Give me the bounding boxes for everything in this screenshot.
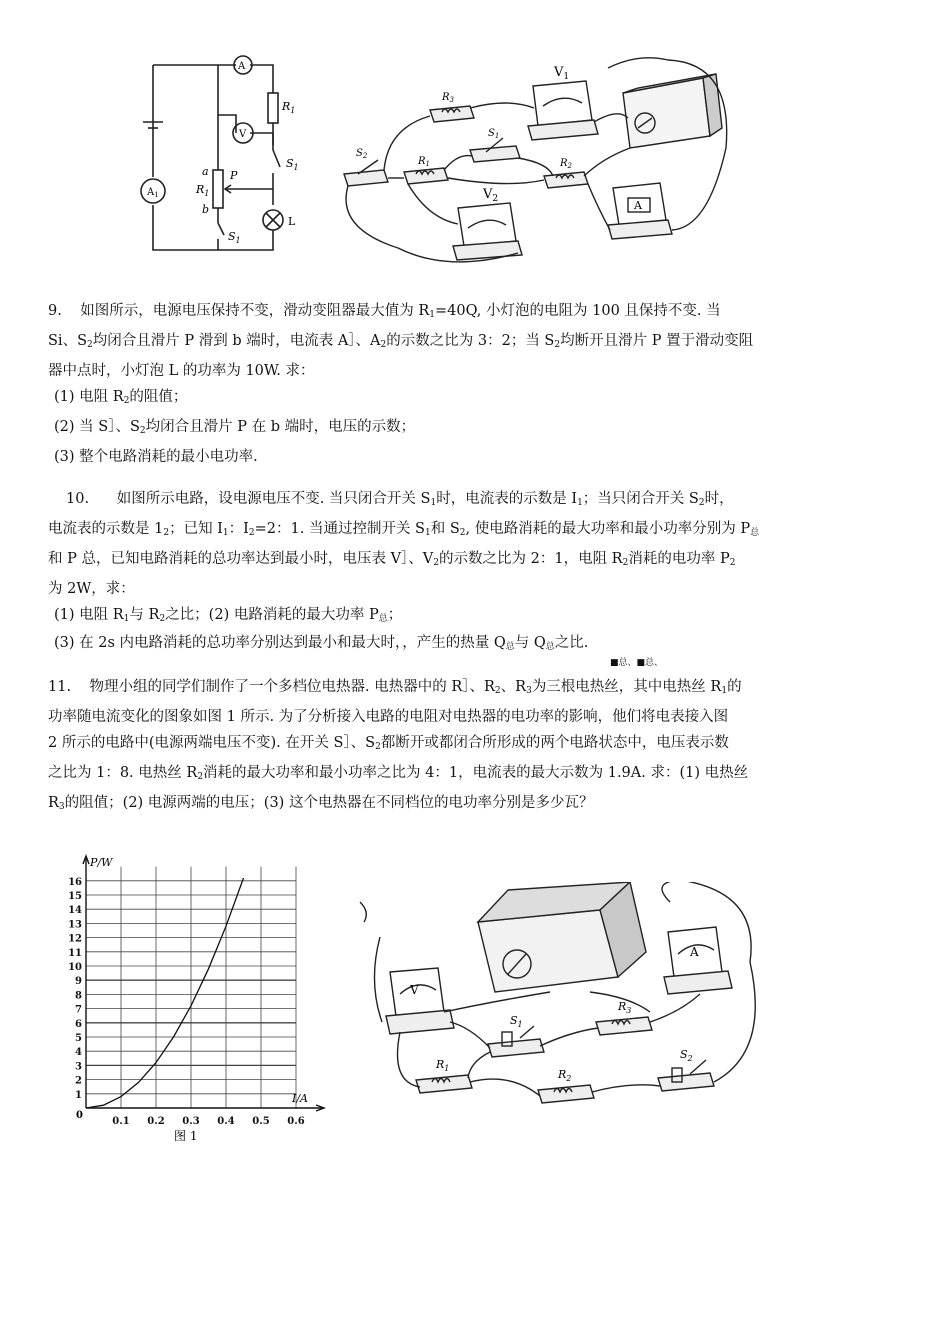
q10-i2c: 与 Q (514, 635, 546, 651)
q9-l2d: 均断开且滑片 P 置于滑动变阻 (560, 333, 754, 349)
q9-line-2: Si、$S_2$均闭合且滑片 P 滑到 b 端时，电流表 A］、$A_2$的示数之比为 3：2；当 $S_2$均断开且滑片 P 置于滑动变阻 (48, 333, 754, 350)
label-s1-sub: 1 (517, 1020, 523, 1029)
label-r1 (417, 156, 430, 168)
q9-l2a: Si、S (48, 333, 88, 349)
graph-origin: 0 (76, 1110, 83, 1121)
y-tick-label: 16 (68, 876, 82, 888)
label-r3-sub: 3 (626, 1006, 632, 1015)
q9-l1a: 9. 如图所示，电源电压保持不变，滑动变阻器最大值为 R (48, 303, 430, 319)
question-10 (48, 486, 908, 668)
label-r3 (617, 1000, 631, 1015)
label-v2 (482, 187, 498, 204)
y-tick-label: 2 (75, 1075, 82, 1087)
label-s1-letter: S (510, 1014, 518, 1027)
label-s2-sub: 2 (687, 1054, 693, 1063)
q9-item-3 (48, 444, 908, 470)
q11-l3b: 都断开或都闭合所形成的两个电路状态中，电压表示数 (380, 735, 729, 751)
power-current-graph (62, 846, 332, 1146)
label-r3-letter: R (442, 92, 450, 103)
label-s2 (680, 1048, 693, 1063)
q10-l1b: 时，电流表的示数是 I (436, 491, 578, 507)
q11-line-1: 11. 物理小组的同学们制作了一个多档位电热器. 电热器中的 R］、$R_2$、$R_3$为三根电热丝，其中电热丝 $R_1$的 (48, 679, 742, 696)
q9-l2b: 均闭合且滑片 P 滑到 b 端时，电流表 A］、A (92, 333, 381, 349)
question-9 (48, 298, 908, 470)
q10-l3c: 消耗的电功率 P (628, 551, 730, 567)
label-a: A (634, 199, 642, 212)
power-curve (86, 878, 244, 1108)
graph-y-label: P/W (90, 856, 113, 869)
y-tick-label: 12 (68, 933, 82, 945)
x-tick-label: 0.5 (252, 1116, 270, 1127)
label-r1-top (281, 100, 295, 115)
y-tick-label: 15 (68, 891, 82, 902)
q11-l1b: 、R (500, 679, 527, 695)
label-v2-letter: V (483, 187, 493, 202)
label-switch-s2 (228, 230, 241, 245)
q9-l2c: 的示数之比为 3：2；当 S (386, 333, 555, 349)
label-ammeter-a1: A (238, 61, 246, 72)
label-r1-sub: 1 (425, 160, 430, 168)
q9-l1b: =40Q, 小灯泡的电阻为 100 且保持不变. 当 (435, 303, 721, 319)
q11-l3a: 2 所示的电路中(电源两端电压不变). 在开关 S］、S (48, 735, 376, 751)
label-v: V (410, 983, 419, 997)
y-tick-label: 6 (75, 1018, 82, 1030)
q10-l2f: , 使电路消耗的最大功率和最小功率分别为 P (465, 521, 751, 537)
q9-i2b: 均闭合且滑片 P 在 b 端时，电压的示数； (145, 419, 416, 435)
q10-i1a: (1) 电阻 R (54, 607, 124, 623)
label-r2 (559, 158, 573, 170)
y-tick-label: 5 (75, 1033, 82, 1044)
q10-l2b: ；已知 I (169, 521, 223, 537)
q10-l3b: 的示数之比为 2：1，电阻 R (439, 551, 623, 567)
label-s1 (488, 128, 499, 140)
q10-l4: 为 2W，求： (48, 581, 135, 597)
y-tick-label: 13 (68, 919, 82, 931)
q10-l1d: 时， (704, 491, 734, 507)
label-r2-letter: R (560, 158, 568, 169)
q10-tiny-note: ■总、■总、 (610, 658, 664, 668)
label-ammeter-a2-letter: A (147, 187, 155, 198)
label-r2 (557, 1068, 571, 1083)
apparatus-drawing-1 (338, 48, 738, 283)
label-r1 (435, 1058, 449, 1073)
label-r1-letter: R (418, 156, 426, 167)
label-switch-s1-letter: S (286, 157, 294, 170)
x-tick-label: 0.2 (147, 1116, 165, 1127)
label-a: a (202, 165, 209, 178)
label-r-slider-sub: 1 (204, 189, 210, 198)
q10-i1e: ； (387, 607, 403, 623)
label-r1-sub: 1 (444, 1064, 450, 1073)
x-tick-label: 0.6 (287, 1116, 305, 1127)
label-ammeter-a2 (146, 187, 159, 199)
label-r2-letter: R (558, 1068, 567, 1081)
q10-i1c: 之比；(2) 电路消耗的最大功率 P (165, 607, 379, 623)
x-tick-label: 0.1 (112, 1116, 130, 1127)
label-switch-s1-sub: 1 (293, 163, 299, 172)
q11-l4a: 之比为 1：8. 电热丝 R (48, 765, 198, 781)
label-r2-sub: 2 (567, 162, 572, 170)
q11-line-5: $R_3$的阻值；(2) 电源两端的电压；(3) 这个电热器在不同档位的电功率分别是多少瓦？ (48, 795, 594, 812)
x-tick-label: 0.3 (182, 1116, 200, 1127)
q10-item-2 (48, 632, 908, 658)
label-voltmeter: V (239, 129, 247, 140)
q9-item-1: (1) 电阻 $R_2$的阻值； (54, 389, 188, 406)
y-tick-label: 3 (75, 1061, 82, 1073)
q10-l2d: =2：1. 当通过控制开关 S (254, 521, 425, 537)
label-b: b (202, 203, 210, 216)
q9-i3: (3) 整个电路消耗的最小电功率. (54, 449, 258, 465)
q10-line-1: 10. 如图所示电路，设电源电压不变. 当只闭合开关 $S_1$时，电流表的示数是 $I_1$；当只闭合开关 $S_2$时， (66, 491, 734, 508)
q11-l1c: 为三根电热丝，其中电热丝 R (531, 679, 722, 695)
label-lamp: L (288, 215, 296, 228)
q9-i2a: (2) 当 S］、S (54, 419, 140, 435)
label-s2 (356, 148, 368, 160)
q11-l4b: 消耗的最大功率和最小功率之比为 4：1，电流表的最大示数为 1.9A. 求：(1) 电热丝 (203, 765, 749, 781)
q9-l3: 器中点时，小灯泡 L 的功率为 10W. 求： (48, 363, 315, 379)
label-a: A (690, 945, 699, 959)
y-tick-label: 9 (75, 976, 82, 988)
q9-line-3 (48, 358, 908, 384)
label-r-slider (195, 183, 209, 198)
q10-i1d: 总 (378, 614, 388, 624)
q9-i1b: 的阻值； (129, 389, 188, 405)
label-r1-top-letter: R (282, 100, 291, 113)
y-tick-label: 4 (75, 1047, 82, 1059)
q11-l1a: 11. 物理小组的同学们制作了一个多档位电热器. 电热器中的 R］、R (48, 679, 495, 695)
q11-line-3: 2 所示的电路中(电源两端电压不变). 在开关 S］、$S_2$都断开或都闭合所形成的两个电路状态中，电压表示数 (48, 735, 729, 752)
q10-l1a: 10. 如图所示电路，设电源电压不变. 当只闭合开关 S (66, 491, 431, 507)
q9-item-2: (2) 当 S］、$S_2$均闭合且滑片 P 在 b 端时，电压的示数； (54, 419, 416, 436)
q10-i2a: (3) 在 2s 内电路消耗的总功率分别达到最小和最大时，，产生的热量 Q (54, 635, 506, 651)
q11-line-4: 之比为 1：8. 电热丝 $R_2$消耗的最大功率和最小功率之比为 4：1，电流表的最大示数为 1.9A. 求：(1) 电热丝 (48, 765, 749, 782)
q10-i2b: 总 (505, 642, 515, 652)
y-tick-label: 11 (68, 947, 82, 959)
label-s1-letter: S (488, 128, 495, 139)
q10-l1c: ；当只闭合开关 S (582, 491, 699, 507)
apparatus-drawing-2 (350, 882, 770, 1132)
q10-i2d: 总 (545, 642, 555, 652)
q11-l5b: 的阻值；(2) 电源两端的电压；(3) 这个电热器在不同档位的电功率分别是多少瓦？ (64, 795, 594, 811)
label-s1-sub: 1 (494, 132, 500, 140)
q10-line-3: 和 P 总，已知电路消耗的总功率达到最小时，电压表 V］、$V_2$的示数之比为 2：1，电阻 $R_2$消耗的电功率 $P_2$ (48, 551, 736, 568)
y-tick-label: 14 (68, 905, 82, 917)
label-s2-sub: 2 (362, 152, 368, 160)
label-switch-s1 (286, 157, 299, 172)
label-r3 (441, 92, 455, 104)
q11-l5a: R (48, 795, 59, 811)
graph-caption: 图 1 (174, 1129, 198, 1143)
q11-line-2 (48, 704, 908, 730)
q10-l2g: 总 (750, 528, 760, 538)
label-r3-letter: R (618, 1000, 627, 1013)
label-r3-sub: 3 (449, 96, 454, 104)
label-r2-sub: 2 (566, 1074, 572, 1083)
q10-line-4 (48, 576, 908, 602)
label-switch-s2-sub: 1 (235, 236, 241, 245)
question-11 (48, 674, 908, 820)
label-s2-letter: S (356, 148, 363, 159)
y-tick-label: 8 (75, 990, 82, 1002)
x-tick-label: 0.4 (217, 1116, 235, 1127)
q11-l1d: 的 (727, 679, 742, 695)
label-v2-sub: 2 (492, 194, 499, 204)
circuit-diagram (138, 55, 313, 260)
q11-l2: 功率随电流变化的图象如图 1 所示. 为了分析接入电路的电阻对电热器的电功率的影响，他们将电表接入图 (48, 709, 729, 725)
label-s2-letter: S (680, 1048, 688, 1061)
q10-i2e: 之比. (554, 635, 589, 651)
graph-x-label: I/A (292, 1092, 308, 1105)
y-tick-label: 1 (75, 1089, 82, 1101)
q10-l2e: 和 S (430, 521, 460, 537)
label-switch-s2-letter: S (228, 230, 236, 243)
label-v1-letter: V (554, 65, 564, 80)
label-ammeter-a2-sub: 1 (154, 191, 159, 199)
label-r1-letter: R (436, 1058, 445, 1071)
q10-line-2: 电流表的示数是 $1_2$；已知 $I_1$：$I_2=2$：1. 当通过控制开关 $S_1$和 $S_2$, 使电路消耗的最大功率和最小功率分别为 $P_总$ (48, 521, 760, 538)
label-r1-top-sub: 1 (290, 106, 296, 115)
q10-l2c: ：I (228, 521, 249, 537)
label-p: P (230, 169, 238, 182)
label-s1 (510, 1014, 523, 1029)
q10-l3a: 和 P 总，已知电路消耗的总功率达到最小时，电压表 V］、V (48, 551, 434, 567)
graph-axes (83, 856, 324, 1111)
label-v1-sub: 1 (563, 72, 570, 82)
q9-line-1: 9. 如图所示，电源电压保持不变，滑动变阻器最大值为 $R_1=40Q$, 小灯泡的电阻为 100 且保持不变. 当 (48, 303, 721, 320)
label-r-slider-letter: R (196, 183, 205, 196)
y-tick-label: 10 (68, 962, 82, 973)
y-tick-label: 7 (75, 1004, 82, 1016)
label-v1 (553, 65, 569, 82)
q10-i1b: 与 R (129, 607, 160, 623)
graph-grid (86, 867, 296, 1108)
graph-tick-labels (68, 877, 305, 1127)
q10-l2a: 电流表的示数是 1 (48, 521, 164, 537)
q9-i1a: (1) 电阻 R (54, 389, 124, 405)
q10-item-1: (1) 电阻 $R_1$与 $R_2$之比；(2) 电路消耗的最大功率 $P_总$； (54, 607, 403, 624)
